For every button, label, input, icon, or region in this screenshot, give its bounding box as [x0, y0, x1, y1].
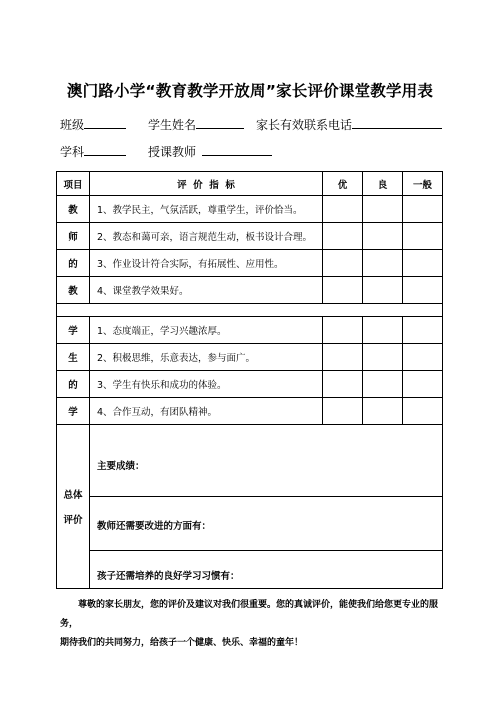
rating-cell[interactable] [403, 317, 443, 344]
student-label-char-3: 的 [57, 371, 90, 398]
subject-label: 学科 [60, 145, 85, 159]
separator-row [57, 304, 443, 317]
student-label-char-1: 学 [57, 317, 90, 344]
student-label: 学生姓名 [148, 118, 197, 132]
teacher-label: 授课教师 [148, 145, 197, 159]
teacher-row [57, 250, 443, 277]
student-row [57, 371, 443, 398]
student-blank[interactable] [196, 117, 244, 129]
rating-cell[interactable] [323, 277, 363, 304]
teacher-blank[interactable] [202, 144, 272, 156]
rating-cell[interactable] [363, 250, 403, 277]
summary-row [57, 425, 443, 497]
rating-cell[interactable] [403, 371, 443, 398]
class-field[interactable] [60, 116, 126, 133]
teacher-label-char-2: 师 [57, 223, 90, 250]
improve-box[interactable] [90, 497, 443, 551]
improve-label: 教师还需要改进的方面有： [97, 521, 212, 532]
header-excellent: 优 [323, 172, 363, 196]
subject-blank[interactable] [84, 144, 126, 156]
summary-label [57, 425, 90, 589]
header-row [57, 172, 443, 196]
teacher-item-2: 2、教态和蔼可亲，语言规范生动，板书设计合理。 [90, 223, 323, 250]
rating-cell[interactable] [363, 344, 403, 371]
summary-label-line-2: 评价 [63, 515, 83, 526]
teacher-item-4: 4、课堂教学效果好。 [90, 277, 323, 304]
teacher-field[interactable] [148, 143, 272, 160]
summary-row [57, 497, 443, 551]
student-label-char-4: 学 [57, 398, 90, 425]
header-criteria: 评 价 指 标 [90, 172, 323, 196]
page-title: 澳门路小学“教育教学开放周”家长评价课堂教学用表 [66, 82, 434, 100]
teacher-item-3: 3、作业设计符合实际，有拓展性、应用性。 [90, 250, 323, 277]
phone-field[interactable] [256, 116, 442, 133]
rating-cell[interactable] [363, 277, 403, 304]
class-label: 班级 [60, 118, 85, 132]
rating-cell[interactable] [403, 277, 443, 304]
class-blank[interactable] [84, 117, 126, 129]
student-row [57, 317, 443, 344]
teacher-label-char-3: 的 [57, 250, 90, 277]
student-item-3: 3、学生有快乐和成功的体验。 [90, 371, 323, 398]
student-item-4: 4、合作互动，有团队精神。 [90, 398, 323, 425]
student-item-1: 1、态度端正，学习兴趣浓厚。 [90, 317, 323, 344]
rating-cell[interactable] [363, 371, 403, 398]
summary-label-line-1: 总体 [63, 490, 83, 501]
rating-cell[interactable] [403, 196, 443, 223]
main-results-label: 主要成绩： [97, 461, 145, 472]
main-results-box[interactable] [90, 425, 443, 497]
habits-label: 孩子还需培养的良好学习习惯有： [97, 571, 240, 582]
rating-cell[interactable] [403, 250, 443, 277]
rating-cell[interactable] [323, 398, 363, 425]
rating-cell[interactable] [323, 344, 363, 371]
teacher-row [57, 277, 443, 304]
evaluation-table [56, 171, 443, 589]
header-average: 一般 [403, 172, 443, 196]
header-project: 项目 [57, 172, 90, 196]
rating-cell[interactable] [323, 317, 363, 344]
student-row [57, 344, 443, 371]
student-label-char-2: 生 [57, 344, 90, 371]
rating-cell[interactable] [323, 196, 363, 223]
student-item-2: 2、积极思维，乐意表达，参与面广。 [90, 344, 323, 371]
footer-line-2: 期待我们的共同努力，给孩子一个健康、快乐、幸福的童年！ [60, 638, 304, 648]
header-good: 良 [363, 172, 403, 196]
rating-cell[interactable] [323, 371, 363, 398]
footer-note [60, 596, 448, 653]
rating-cell[interactable] [403, 344, 443, 371]
rating-cell[interactable] [403, 398, 443, 425]
rating-cell[interactable] [363, 223, 403, 250]
student-row [57, 398, 443, 425]
habits-box[interactable] [90, 551, 443, 589]
teacher-label-char-4: 教 [57, 277, 90, 304]
rating-cell[interactable] [323, 250, 363, 277]
rating-cell[interactable] [363, 196, 403, 223]
rating-cell[interactable] [323, 223, 363, 250]
teacher-label-char-1: 教 [57, 196, 90, 223]
separator-cell [57, 304, 443, 317]
footer-line-1: 尊敬的家长朋友，您的评价及建议对我们很重要。您的真诚评价，能使我们给您更专业的服务， [60, 600, 439, 629]
phone-label: 家长有效联系电话 [256, 118, 353, 132]
summary-row [57, 551, 443, 589]
rating-cell[interactable] [363, 398, 403, 425]
subject-field[interactable] [60, 143, 126, 160]
rating-cell[interactable] [363, 317, 403, 344]
student-field[interactable] [148, 116, 244, 133]
rating-cell[interactable] [403, 223, 443, 250]
teacher-row [57, 223, 443, 250]
teacher-row [57, 196, 443, 223]
phone-blank[interactable] [352, 117, 442, 129]
teacher-item-1: 1、教学民主，气氛活跃，尊重学生，评价恰当。 [90, 196, 323, 223]
